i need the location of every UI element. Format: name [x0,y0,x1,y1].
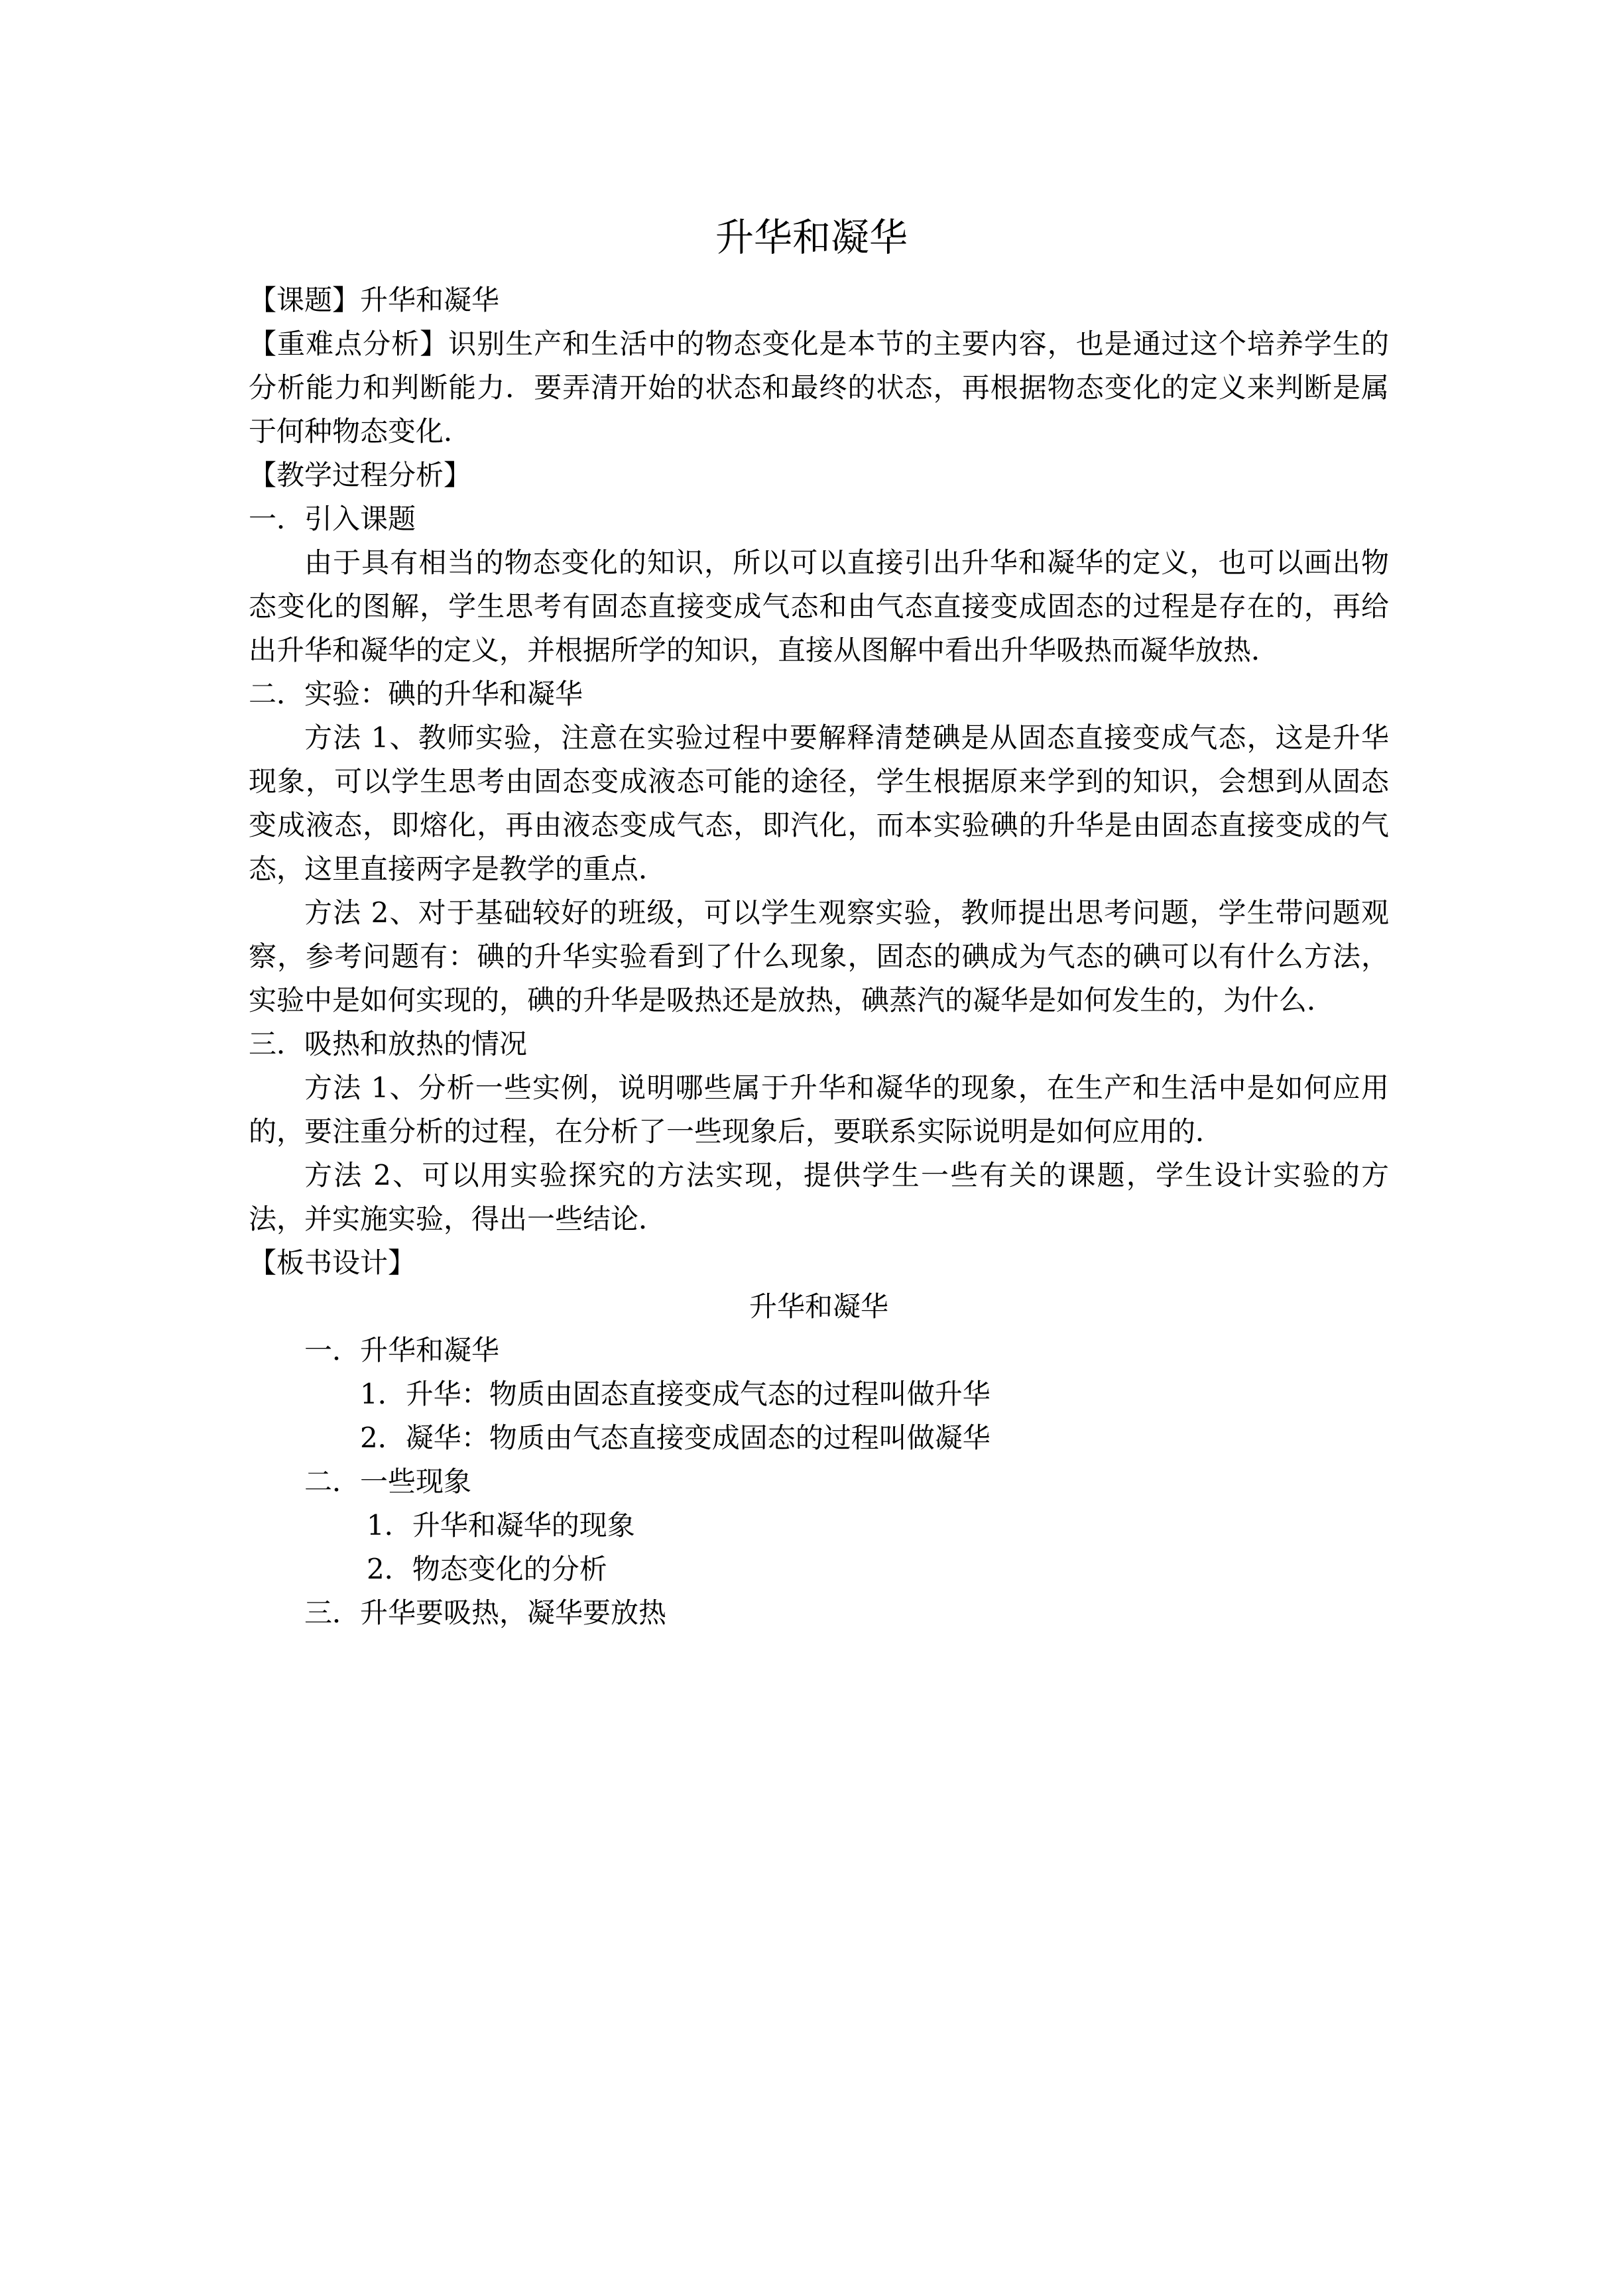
board-heading: 【板书设计】 [249,1246,416,1279]
board-item-1: 一．升华和凝华 [304,1334,500,1366]
board-item-3: 三．升华要吸热，凝华要放热 [304,1597,667,1629]
board-item-1-2: 2．凝华：物质由气态直接变成固态的过程叫做凝华 [360,1421,991,1454]
topic-line [249,278,1389,322]
document-body [249,278,1389,1635]
difficulty-label: 【重难点分析】 [249,328,449,360]
difficulty-text: 识别生产和生活中的物态变化是本节的主要内容，也是通过这个培养学生的分析能力和判断能力．要弄清开始的状态和最终的状态，再根据物态变化的定义来判断是属于何种物态变化． [249,328,1389,448]
section-2-paragraph-2: 方法 2、对于基础较好的班级，可以学生观察实验，教师提出思考问题，学生带问题观察，参考问题有：碘的升华实验看到了什么现象，固态的碘成为气态的碘可以有什么方法，实验中是如何实现的，碘的升华是吸热还是放热，碘蒸汽的凝华是如何发生的，为什么． [249,896,1389,1016]
section-2-paragraph-1: 方法 1、教师实验，注意在实验过程中要解释清楚碘是从固态直接变成气态，这是升华现象，可以学生思考由固态变成液态可能的途径，学生根据原来学到的知识，会想到从固态变成液态，即熔化，再由液态变成气态，即汽化，而本实验碘的升华是由固态直接变成的气态，这里直接两字是教学的重点． [249,721,1389,885]
board-item-2: 二．一些现象 [304,1465,472,1498]
section-3-paragraph-2: 方法 2、可以用实验探究的方法实现，提供学生一些有关的课题，学生设计实验的方法，并实施实验，得出一些结论． [249,1159,1389,1235]
section-3-paragraph-1: 方法 1、分析一些实例，说明哪些属于升华和凝华的现象，在生产和生活中是如何应用的，要注重分析的过程，在分析了一些现象后，要联系实际说明是如何应用的． [249,1071,1389,1148]
board-item-1-1: 1．升华：物质由固态直接变成气态的过程叫做升华 [360,1378,991,1410]
difficulty-paragraph [249,322,1389,453]
page-title: 升华和凝华 [715,215,908,260]
board-title: 升华和凝华 [749,1290,888,1323]
section-1-paragraph-1: 由于具有相当的物态变化的知识，所以可以直接引出升华和凝华的定义，也可以画出物态变化的图解，学生思考有固态直接变成气态和由气态直接变成固态的过程是存在的，再给出升华和凝华的定义，并根据所学的知识，直接从图解中看出升华吸热而凝华放热． [249,546,1389,666]
section-3-heading: 三．吸热和放热的情况 [249,1028,528,1060]
section-1-heading: 一．引入课题 [249,503,416,535]
topic-text: 升华和凝华 [360,284,500,316]
topic-label: 【课题】 [249,284,361,316]
process-heading: 【教学过程分析】 [249,459,472,491]
board-item-2-2: 2．物态变化的分析 [367,1553,607,1585]
section-2-heading: 二．实验：碘的升华和凝华 [249,678,583,710]
board-item-2-1: 1．升华和凝华的现象 [367,1509,635,1541]
